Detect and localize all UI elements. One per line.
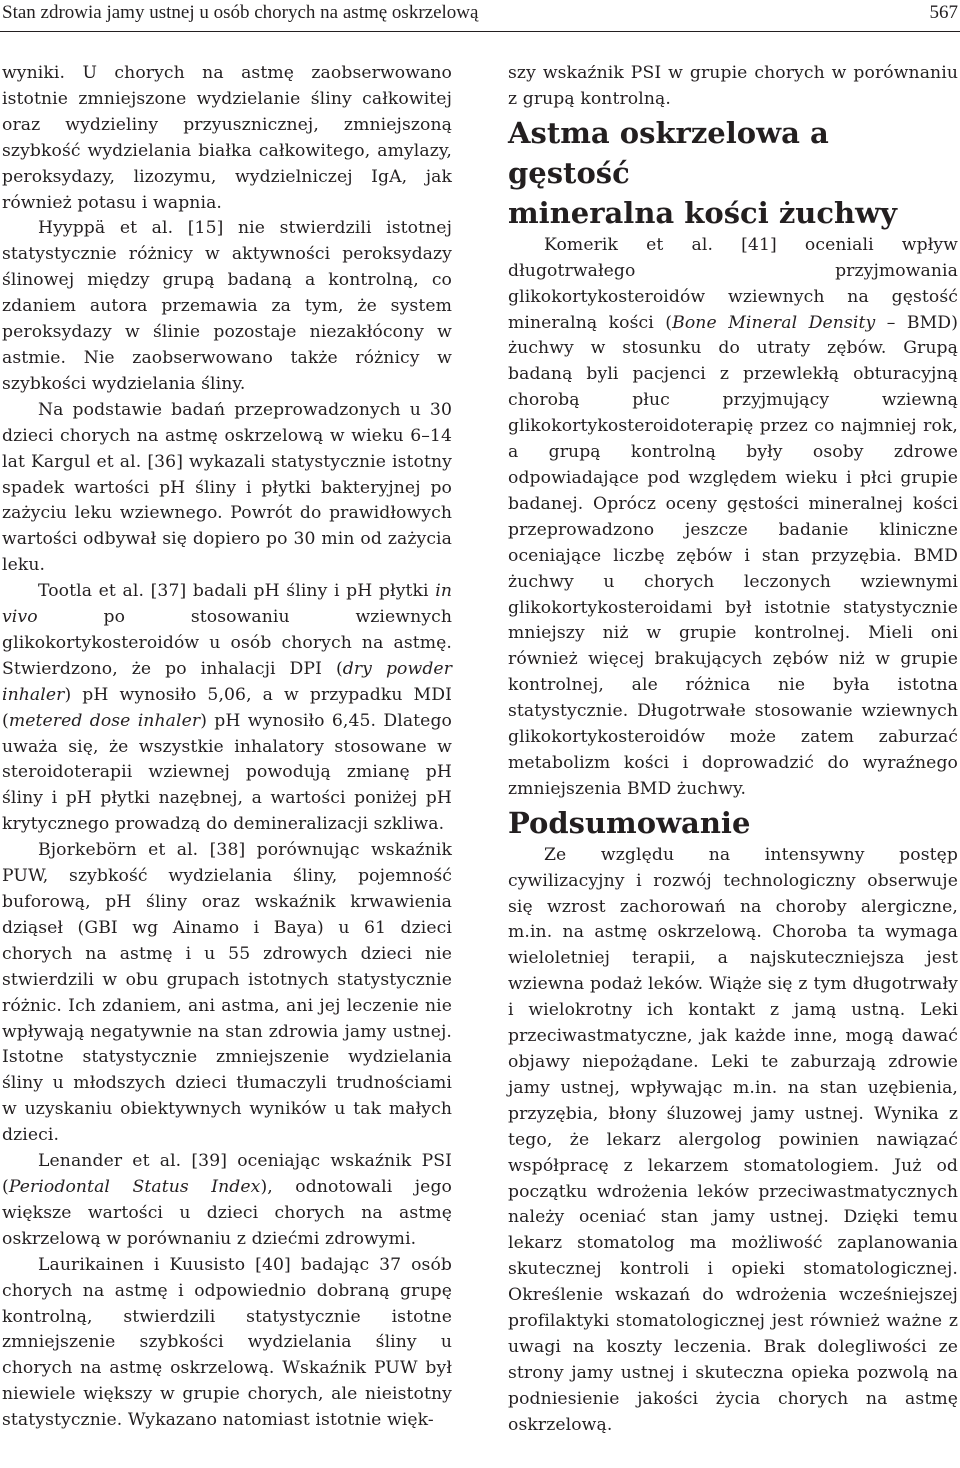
paragraph: Hyyppä et al. [15] nie stwierdzili istotnej statystycznie różnicy w aktywności peroksydazy ślinowej między grupą badaną a kontrolną, co zdaniem autora przemawia za tym, że system peroksydazy w ślinie pozostaje niezakłócony w astmie. Nie zaobserwowano także różnicy w szybkości wydzielania śliny. bbox=[2, 218, 452, 394]
paragraph: Tootla et al. [37] badali pH śliny i pH płytki in vivo po stosowaniu wziewnych glikokortykosteroidów u osób chorych na astmę. Stwierdzono, że po inhalacji DPI (dry powder inhaler) pH wynosiło 5,06, a w przypadku MDI (metered dose inhaler) pH wynosiło 6,45. Dlatego uważa się, że wszystkie inhalatory stosowane w steroidoterapii wziewnej powodują zmianę pH śliny i pH płytki nazębnej, a wartości poniżej pH krytycznego prowadzą do demineralizacji szkliwa. bbox=[2, 581, 453, 835]
paragraph: Na podstawie badań przeprowadzonych u 30 dzieci chorych na astmę oskrzelową w wieku 6–14 lat Kargul et al. [36] wykazali statystycznie istotny spadek wartości pH śliny i płytki bakteryjnej po zażyciu leku wziewnego. Powrót do prawidłowych wartości odbywał się dopiero po 30 min od zażycia leku. bbox=[2, 399, 452, 576]
page-number: 567 bbox=[929, 2, 958, 23]
page-header bbox=[0, 0, 960, 34]
right-column bbox=[508, 61, 958, 1439]
section-heading: Astma oskrzelowa a gęstość mineralna kości żuchwy bbox=[508, 115, 897, 230]
paragraph: Ze względu na intensywny postęp cywilizacyjny i rozwój technologiczny obserwuje się wzrost zachorowań na choroby alergiczne, m.in. na astmę oskrzelową. Choroba ta wymaga wieloletniej terapii, a najskuteczniejsza jest wziewna podaż leków. Wiąże się z tym długotrwały i wielokrotny ich kontakt z jamą ustną. Leki przeciwastmatyczne, jak każde inne, mogą dawać objawy niepożądane. Leki te zaburzają zdrowie jamy ustnej, wpływając m.in. na stan uzębienia, przyzębia, błony śluzowej jamy ustnej. Wynika z tego, że lekarz alergolog powinien nawiązać współpracę z lekarzem stomatologiem. Już od początku wdrożenia leków przeciwastmatycznych należy oceniać stan jamy ustnej. Dzięki temu lekarz stomatolog ma możliwość zaplanowania skutecznej kontroli i opieki stomatologicznej. Określenie wskazań do wdrożenia wcześniejszej profilaktyki stomatologicznej jest również ważne z uwagi na koszty leczenia. Brak dolegliwości ze strony jamy ustnej i skuteczna opieka pozwolą na podniesienie jakości życia chorych na astmę oskrzelową. bbox=[508, 844, 958, 1435]
paragraph: Lenander et al. [39] oceniając wskaźnik PSI (Periodontal Status Index), odnotowali jego większe wartości u dzieci chorych na astmę oskrzelową w porównaniu z dziećmi zdrowymi. bbox=[2, 1151, 452, 1249]
left-column bbox=[2, 61, 452, 1434]
header-rule bbox=[0, 31, 960, 32]
paragraph: szy wskaźnik PSI w grupie chorych w porównaniu z grupą kontrolną. bbox=[508, 63, 958, 109]
running-title: Stan zdrowia jamy ustnej u osób chorych na astmę oskrzelową bbox=[2, 2, 479, 23]
paragraph: wyniki. U chorych na astmę zaobserwowano istotnie zmniejszone wydzielanie śliny całkowitej oraz wydzieliny przyusznicznej, zmniejszoną szybkość wydzielania białka całkowitego, amylazy, peroksydazy, lizozymu, wydzielniczej IgA, jak również potasu i wapnia. bbox=[2, 63, 452, 213]
paragraph: Komerik et al. [41] oceniali wpływ długotrwałego przyjmowania glikokortykosteroidów wziewnych na gęstość mineralną kości (Bone Mineral Density – BMD) żuchwy w stosunku do utraty zębów. Grupą badaną byli pacjenci z przewlekłą obturacyjną chorobą płuc przyjmujący wziewną glikokortykosteroidoterapię przez co najmniej rok, a grupą kontrolną były osoby zdrowe odpowiadające pod względem wieku i płci grupie badanej. Oprócz oceny gęstości mineralnej kości przeprowadzono jeszcze badanie kliniczne oceniające liczbę zębów i stan przyzębia. BMD żuchwy u chorych leczonych wziewnymi glikokortykosteroidami był istotnie statystycznie mniejszy niż w grupie kontrolnej. Mieli oni również więcej brakujących zębów niż w grupie kontrolnej, ale różnica nie była istotna statystycznie. Długotrwałe stosowanie wziewnych glikokortykosteroidów może zatem zaburzać metabolizm kości i doprowadzić do wyraźnego zmniejszenia BMD żuchwy. bbox=[508, 234, 958, 799]
section-heading-summary: Podsumowanie bbox=[508, 805, 751, 840]
paragraph: Laurikainen i Kuusisto [40] badając 37 osób chorych na astmę i odpowiednio dobraną grupę kontrolną, stwierdzili statystycznie istotne zmniejszenie szybkości wydzielania śliny u chorych na astmę oskrzelową. Wskaźnik PUW był niewiele większy w grupie chorych, ale nieistotny statystycznie. Wykazano natomiast istotnie więk- bbox=[2, 1254, 452, 1431]
paragraph: Bjorkebörn et al. [38] porównując wskaźnik PUW, szybkość wydzielania śliny, pojemność buforową, pH śliny oraz wskaźnik krwawienia dziąseł (GBI wg Ainamo i Baya) u 61 dzieci chorych na astmę i u 55 zdrowych dzieci nie stwierdzili w obu grupach istotnych statystycznie różnic. Ich zdaniem, ani astma, ani jej leczenie nie wpływają negatywnie na stan zdrowia jamy ustnej. Istotne statystycznie zmniejszenie wydzielania śliny u młodszych dzieci tłumaczyli trudnościami w uzyskaniu obiektywnych wyników u tak małych dzieci. bbox=[2, 840, 452, 1146]
